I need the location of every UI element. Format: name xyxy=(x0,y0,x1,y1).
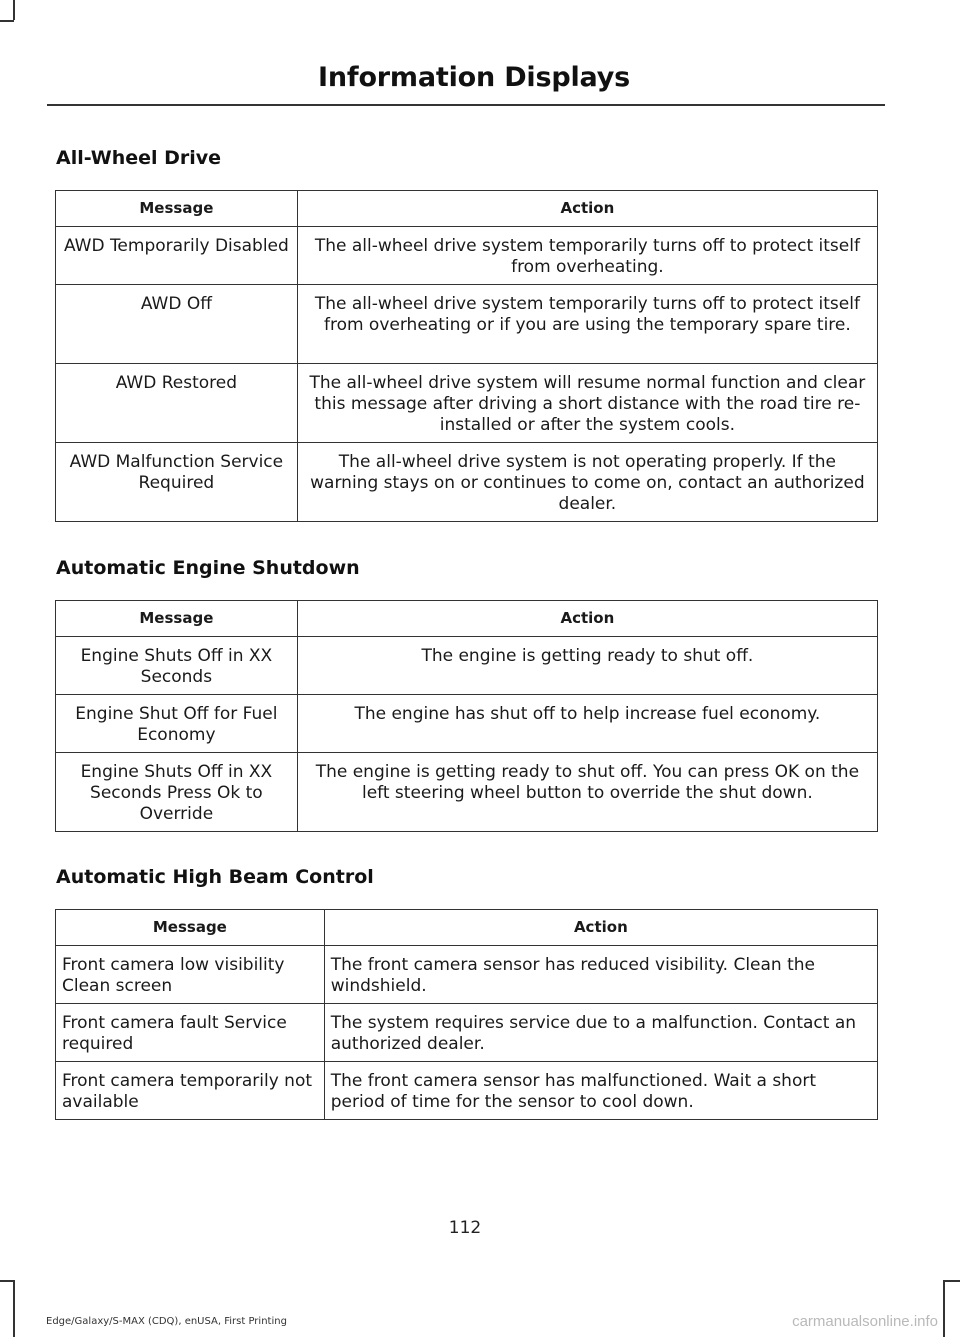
message-cell: Front camera fault Service required xyxy=(56,1004,325,1062)
section-title-automatic-engine-shutdown: Automatic Engine Shutdown xyxy=(56,557,360,579)
table-row xyxy=(56,285,878,364)
edition-line: Edge/Galaxy/S-MAX (CDQ), enUSA, First Printing xyxy=(46,1316,287,1327)
message-cell: AWD Temporarily Disabled xyxy=(56,227,298,285)
crop-mark xyxy=(13,1280,15,1337)
action-cell: The engine is getting ready to shut off. You can press OK on the left steering wheel button to override the shut down. xyxy=(297,753,877,832)
action-cell: The engine is getting ready to shut off. xyxy=(297,637,877,695)
column-header-message: Message xyxy=(56,910,325,946)
action-cell: The front camera sensor has malfunctioned. Wait a short period of time for the sensor to cool down. xyxy=(324,1062,877,1120)
crop-mark xyxy=(0,20,14,22)
section-title-automatic-high-beam-control: Automatic High Beam Control xyxy=(56,866,374,888)
table-row xyxy=(56,443,878,522)
message-cell: Engine Shut Off for Fuel Economy xyxy=(56,695,298,753)
table-header-row xyxy=(56,601,878,637)
column-header-message: Message xyxy=(56,191,298,227)
table-row xyxy=(56,364,878,443)
message-cell: Engine Shuts Off in XX Seconds xyxy=(56,637,298,695)
action-cell: The all-wheel drive system temporarily turns off to protect itself from overheating. xyxy=(297,227,877,285)
page-header-title: Information Displays xyxy=(318,62,630,93)
message-cell: AWD Off xyxy=(56,285,298,364)
section-title-all-wheel-drive: All-Wheel Drive xyxy=(56,147,222,169)
header-divider xyxy=(47,104,885,106)
crop-mark xyxy=(13,0,15,20)
table-row xyxy=(56,637,878,695)
table-row xyxy=(56,946,878,1004)
message-cell: Engine Shuts Off in XX Seconds Press Ok to Override xyxy=(56,753,298,832)
action-cell: The front camera sensor has reduced visibility. Clean the windshield. xyxy=(324,946,877,1004)
message-cell: AWD Malfunction Service Required xyxy=(56,443,298,522)
column-header-action: Action xyxy=(324,910,877,946)
crop-mark xyxy=(943,1280,960,1282)
table-header-row xyxy=(56,191,878,227)
table-header-row xyxy=(56,910,878,946)
table-all-wheel-drive xyxy=(55,190,878,522)
watermark: carmanualsonline.info xyxy=(792,1313,938,1330)
message-cell: Front camera low visibility Clean screen xyxy=(56,946,325,1004)
table-automatic-engine-shutdown xyxy=(55,600,878,832)
page-number: 112 xyxy=(448,1218,482,1238)
table-row xyxy=(56,1062,878,1120)
table-row xyxy=(56,1004,878,1062)
action-cell: The all-wheel drive system is not operating properly. If the warning stays on or continues to come on, contact an authorized dealer. xyxy=(297,443,877,522)
action-cell: The all-wheel drive system will resume normal function and clear this message after driving a short distance with the road tire re-installed or after the system cools. xyxy=(297,364,877,443)
table-automatic-high-beam-control xyxy=(55,909,878,1120)
message-cell: Front camera temporarily not available xyxy=(56,1062,325,1120)
table-row xyxy=(56,227,878,285)
action-cell: The system requires service due to a malfunction. Contact an authorized dealer. xyxy=(324,1004,877,1062)
column-header-message: Message xyxy=(56,601,298,637)
table-row xyxy=(56,753,878,832)
crop-mark xyxy=(943,1280,945,1337)
action-cell: The all-wheel drive system temporarily turns off to protect itself from overheating or if you are using the temporary spare tire. xyxy=(297,285,877,364)
message-cell: AWD Restored xyxy=(56,364,298,443)
table-row xyxy=(56,695,878,753)
crop-mark xyxy=(0,1280,14,1282)
column-header-action: Action xyxy=(297,191,877,227)
action-cell: The engine has shut off to help increase fuel economy. xyxy=(297,695,877,753)
column-header-action: Action xyxy=(297,601,877,637)
